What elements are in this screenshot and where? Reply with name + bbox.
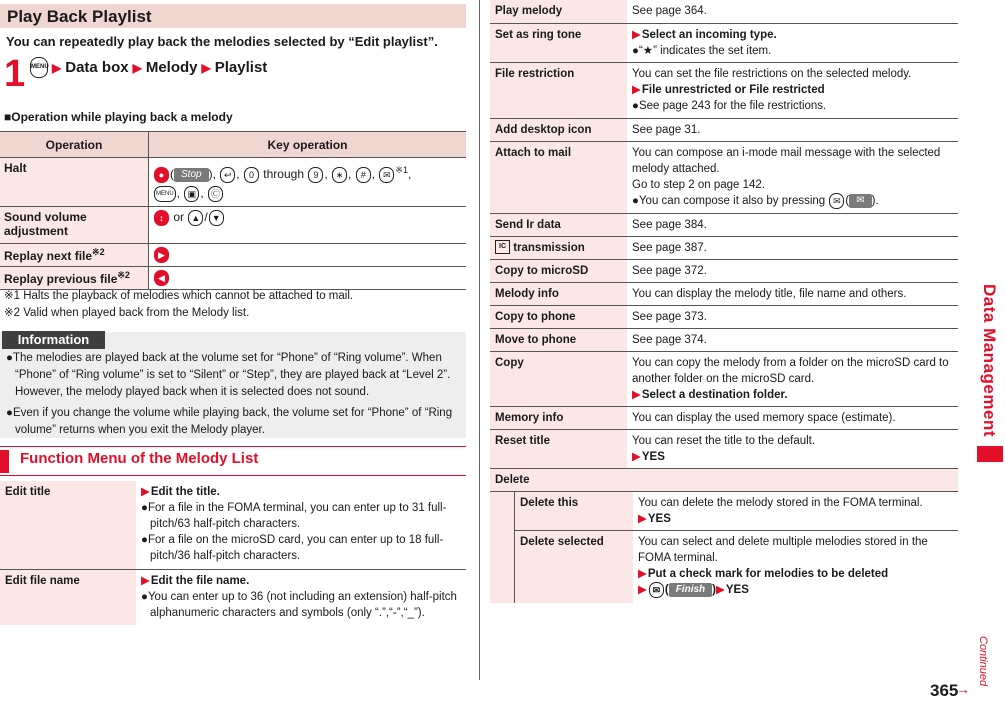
menu-attach-to-mail: Attach to mail [490, 141, 627, 213]
step-path [30, 57, 267, 78]
path-item: Data box [65, 59, 129, 76]
bullet: ●You can compose it also by pressing [632, 194, 826, 207]
desc [627, 23, 958, 62]
action-line [638, 582, 953, 598]
delete-subtable [490, 492, 958, 603]
chapter-tab [977, 446, 1003, 462]
desc [627, 62, 958, 118]
desc: You can display the melody title, file name and others. [627, 282, 958, 305]
final-action: YES [725, 584, 749, 597]
menu-delete-this: Delete this [515, 492, 634, 531]
op-volume: Sound volume adjustment [0, 207, 149, 244]
op-prev-label: Replay previous file [4, 272, 118, 286]
menu-edit-title: Edit title [0, 481, 136, 569]
desc-text: You can copy the melody from a folder on the microSD card to another folder on the microSD card. [632, 356, 949, 385]
col-key-operation: Key operation [149, 132, 467, 158]
menu-reset-title: Reset title [490, 429, 627, 468]
ic-transmission-icon: IC [495, 240, 510, 254]
bullet: ●For a file on the microSD card, you can enter up to 18 full-pitch/36 half-pitch characters. [141, 534, 444, 562]
mail-key-icon: ✉ [649, 582, 664, 598]
function-menu-header [0, 446, 466, 476]
desc-text: You can select and delete multiple melodies stored in the FOMA terminal. [638, 536, 928, 564]
heading-bar [0, 450, 9, 473]
finish-softkey: Finish [669, 583, 712, 597]
operation-table [0, 131, 466, 290]
continued-arrow-icon: → [956, 681, 970, 697]
column-divider [479, 0, 480, 680]
sep: , [407, 167, 412, 181]
desc-text: You can compose an i-mode mail message with the selected melody attached. [632, 146, 941, 175]
arrow-icon: ▶ [638, 568, 647, 580]
intro-text: You can repeatedly play back the melodies selected by “Edit playlist”. [6, 34, 438, 49]
desc: See page 372. [627, 259, 958, 282]
action: Edit the title. [150, 486, 220, 498]
action: Put a check mark for melodies to be deleted [647, 568, 889, 580]
menu-delete-selected: Delete selected [515, 531, 634, 603]
operation-heading: ■Operation while playing back a melody [4, 110, 233, 124]
action-line [141, 484, 461, 500]
desc-text: You can reset the title to the default. [632, 434, 816, 447]
op-next-file [0, 244, 149, 267]
key-prev-file [149, 267, 467, 290]
paren-open: ( [845, 194, 850, 207]
note: ※2 Valid when played back from the Melody list. [4, 307, 250, 319]
menu-copy-to-phone: Copy to phone [490, 305, 627, 328]
chapter-sidebar [973, 0, 1005, 698]
op-halt: Halt [0, 158, 149, 207]
menu-edit-file-name-desc [136, 569, 466, 625]
star-key-icon: ∗ [332, 167, 347, 183]
ch-key-icon: Ⓒ [208, 186, 223, 202]
paren-open: ( [170, 167, 174, 181]
op-prev-file [0, 267, 149, 290]
nine-key-icon: 9 [308, 167, 323, 183]
menu-delete: Delete [490, 468, 958, 491]
menu-edit-title-desc [136, 481, 466, 569]
right-key-icon: ▶ [154, 247, 169, 263]
key-halt [149, 158, 467, 207]
step-number: 1 [4, 53, 26, 95]
left-key-icon: ◀ [154, 270, 169, 286]
menu-send-ir-data: Send Ir data [490, 213, 627, 236]
note: ※1 Halts the playback of melodies which cannot be attached to mail. [4, 290, 354, 302]
bullet: ●See page 243 for the file restrictions. [632, 99, 827, 112]
desc [627, 141, 958, 213]
footnotes [4, 288, 353, 322]
sep: , [371, 167, 376, 181]
note-ref: ※1 [395, 165, 408, 175]
path-item: Melody [145, 59, 198, 76]
desc: See page 384. [627, 213, 958, 236]
action-line [141, 573, 461, 589]
menu-ir-transmission [490, 236, 627, 259]
desc-text: Go to step 2 on page 142. [632, 178, 765, 191]
sep: , [200, 186, 204, 200]
delete-submenu [490, 491, 958, 603]
paren-close: ). [871, 194, 879, 207]
function-menu-table-right [490, 0, 958, 603]
key-volume [149, 207, 467, 244]
slash-text: / [204, 210, 208, 225]
desc: See page 374. [627, 328, 958, 351]
action: Select a destination folder. [641, 388, 788, 401]
sep: , [176, 186, 181, 200]
updown-key-icon: ↕ [154, 210, 169, 226]
arrow-icon: ▶ [52, 60, 62, 75]
continued-label: Continued [977, 636, 989, 687]
function-menu-title: Function Menu of the Melody List [20, 450, 259, 467]
note-ref: ※2 [92, 247, 105, 257]
menu-file-restriction: File restriction [490, 62, 627, 118]
chapter-title: Data Management [980, 284, 999, 437]
mail-key-icon: ✉ [829, 193, 844, 209]
desc [633, 531, 958, 603]
bullet: ●You can enter up to 36 (not including an extension) half-pitch alphanumeric characters and symbols (only “.”,“-”,“_”). [141, 590, 457, 619]
menu-melody-info: Melody info [490, 282, 627, 305]
col-operation: Operation [0, 132, 149, 158]
desc-text: You can delete the melody stored in the FOMA terminal. [638, 496, 923, 509]
sep: , [348, 167, 352, 181]
desc: See page 387. [627, 236, 958, 259]
action: YES [641, 450, 665, 463]
side-down-key-icon: ▼ [209, 210, 224, 226]
mail-softkey-icon: ✉ [849, 194, 871, 208]
menu-copy: Copy [490, 351, 627, 406]
desc: See page 373. [627, 305, 958, 328]
side-up-key-icon: ▲ [188, 210, 203, 226]
arrow-icon: ▶ [632, 83, 641, 96]
path-item: Playlist [214, 59, 268, 76]
desc [633, 492, 958, 531]
menu-key-icon: MENU [30, 57, 48, 78]
desc [627, 429, 958, 468]
action: File unrestricted or File restricted [641, 83, 825, 96]
menu-copy-to-microsd: Copy to microSD [490, 259, 627, 282]
menu-key-icon: MENU [154, 186, 176, 202]
sep: , [324, 167, 328, 181]
information-body [6, 350, 461, 439]
hash-key-icon: # [356, 167, 371, 183]
or-text: or [173, 210, 185, 225]
desc-text: You can set the file restrictions on the selected melody. [632, 67, 912, 80]
key-next-file [149, 244, 467, 267]
menu-set-ring-tone: Set as ring tone [490, 23, 627, 62]
page-number: 365 [930, 681, 959, 700]
section-title: Play Back Playlist [0, 4, 466, 28]
arrow-icon: ▶ [632, 388, 641, 401]
desc [627, 351, 958, 406]
arrow-icon: ▶ [141, 574, 150, 587]
menu-play-melody: Play melody [490, 0, 627, 23]
arrow-icon: ▶ [638, 512, 647, 525]
center-key-icon: ● [154, 167, 169, 183]
function-menu-table-left [0, 481, 466, 625]
arrow-icon: ▶ [638, 584, 647, 597]
op-next-label: Replay next file [4, 249, 93, 263]
arrow-icon: ▶ [632, 450, 641, 463]
bullet-line [632, 193, 953, 209]
indent-cell [490, 492, 515, 603]
mail-key-icon: ✉ [379, 167, 394, 183]
sep: , [236, 167, 240, 181]
clear-key-icon: ↩ [220, 167, 235, 183]
stop-softkey: Stop [174, 168, 209, 182]
arrow-icon: ▶ [201, 60, 211, 75]
info-bullet: ●The melodies are played back at the volume set for “Phone” of “Ring volume”. When “Phone” of “Ring volume” is set to “Silent” or “Step”, they are played back at “Level 2”. However, the melody played back when it is selected does not sound. [6, 352, 451, 398]
desc: You can display the used memory space (estimate). [627, 406, 958, 429]
information-label: Information [2, 331, 105, 349]
arrow-icon: ▶ [716, 584, 725, 597]
bullet: ●For a file in the FOMA terminal, you can enter up to 31 full-pitch/63 half-pitch characters. [141, 502, 447, 530]
menu-edit-file-name: Edit file name [0, 569, 136, 625]
through-text: through [263, 167, 304, 181]
label: transmission [513, 241, 585, 254]
arrow-icon: ▶ [132, 60, 142, 75]
paren-close: ), [208, 167, 216, 181]
action: Select an incoming type. [641, 28, 777, 41]
desc: See page 31. [627, 118, 958, 141]
action: YES [647, 512, 671, 525]
menu-memory-info: Memory info [490, 406, 627, 429]
paren-close: ) [712, 584, 716, 597]
menu-add-desktop-icon: Add desktop icon [490, 118, 627, 141]
action: Edit the file name. [150, 574, 250, 587]
note-ref: ※2 [117, 270, 130, 280]
info-bullet: ●Even if you change the volume while playing back, the volume set for “Phone” of “Ring volume” returns when you exit the Melody player. [6, 407, 453, 436]
arrow-icon: ▶ [632, 28, 641, 41]
camera-key-icon: ▣ [184, 186, 199, 202]
zero-key-icon: 0 [244, 167, 259, 183]
menu-move-to-phone: Move to phone [490, 328, 627, 351]
desc: See page 364. [627, 0, 958, 23]
paren-open: ( [664, 584, 669, 597]
bullet: ●“★” indicates the set item. [632, 44, 772, 57]
arrow-icon: ▶ [141, 486, 150, 498]
